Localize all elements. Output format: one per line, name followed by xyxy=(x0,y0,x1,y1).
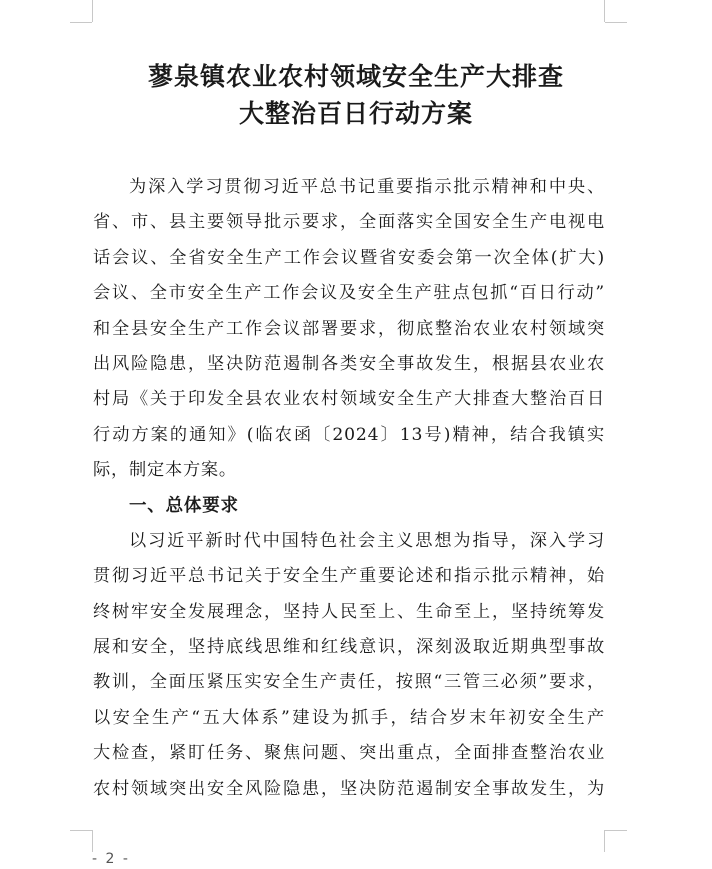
document-body xyxy=(93,170,605,807)
document-title-line-1: 蓼泉镇农业农村领域安全生产大排查 xyxy=(147,62,564,91)
intro-paragraph-line: 省、市、县主要领导批示要求，全面落实全国安全生产电视电 xyxy=(93,212,605,233)
intro-paragraph-line: 会议、全市安全生产工作会议及安全生产驻点包抓“百日行动” xyxy=(93,283,605,304)
section-paragraph-line: 以安全生产“五大体系”建设为抓手，结合岁末年初安全生产 xyxy=(93,707,605,728)
corner-mark-bottom-right xyxy=(605,830,627,831)
intro-paragraph-line: 和全县安全生产工作会议部署要求，彻底整治农业农村领域突 xyxy=(93,318,605,339)
corner-mark-bottom-right xyxy=(604,830,605,852)
section-heading: 一、总体要求 xyxy=(129,495,239,516)
section-paragraph-line: 农村领域突出安全风险隐患，坚决防范遏制安全事故发生，为 xyxy=(93,778,605,799)
corner-mark-top-left xyxy=(70,22,92,23)
document-title-line-2: 大整治百日行动方案 xyxy=(238,99,473,128)
corner-mark-top-right xyxy=(604,0,605,22)
intro-paragraph-line: 话会议、全省安全生产工作会议暨省安委会第一次全体(扩大) xyxy=(93,247,605,268)
intro-paragraph-line: 村局《关于印发全县农业农村领域安全生产大排查大整治百日 xyxy=(93,389,605,410)
page-number: - 2 - xyxy=(92,851,130,867)
intro-paragraph-line: 行动方案的通知》(临农函〔2024〕13号)精神，结合我镇实 xyxy=(93,424,605,445)
corner-mark-bottom-left xyxy=(92,830,93,852)
section-paragraph-line: 展和安全，坚持底线思维和红线意识，深刻汲取近期典型事故 xyxy=(93,637,605,658)
section-paragraph-line: 教训，全面压紧压实安全生产责任，按照“三管三必须”要求， xyxy=(93,672,605,693)
section-paragraph-line: 以习近平新时代中国特色社会主义思想为指导，深入学习 xyxy=(129,530,605,551)
intro-paragraph-line: 际，制定本方案。 xyxy=(93,460,237,481)
section-paragraph-line: 贯彻习近平总书记关于安全生产重要论述和指示批示精神，始 xyxy=(93,566,605,587)
section-paragraph-line: 终树牢安全发展理念，坚持人民至上、生命至上，坚持统筹发 xyxy=(93,601,605,622)
section-paragraph-line: 大检查，紧盯任务、聚焦问题、突出重点，全面排查整治农业 xyxy=(93,743,605,764)
intro-paragraph-line: 为深入学习贯彻习近平总书记重要指示批示精神和中央、 xyxy=(129,177,605,197)
corner-mark-top-left xyxy=(92,0,93,22)
intro-paragraph-line: 出风险隐患，坚决防范遏制各类安全事故发生，根据县农业农 xyxy=(93,353,605,374)
corner-mark-top-right xyxy=(605,22,627,23)
corner-mark-bottom-left xyxy=(70,830,92,831)
